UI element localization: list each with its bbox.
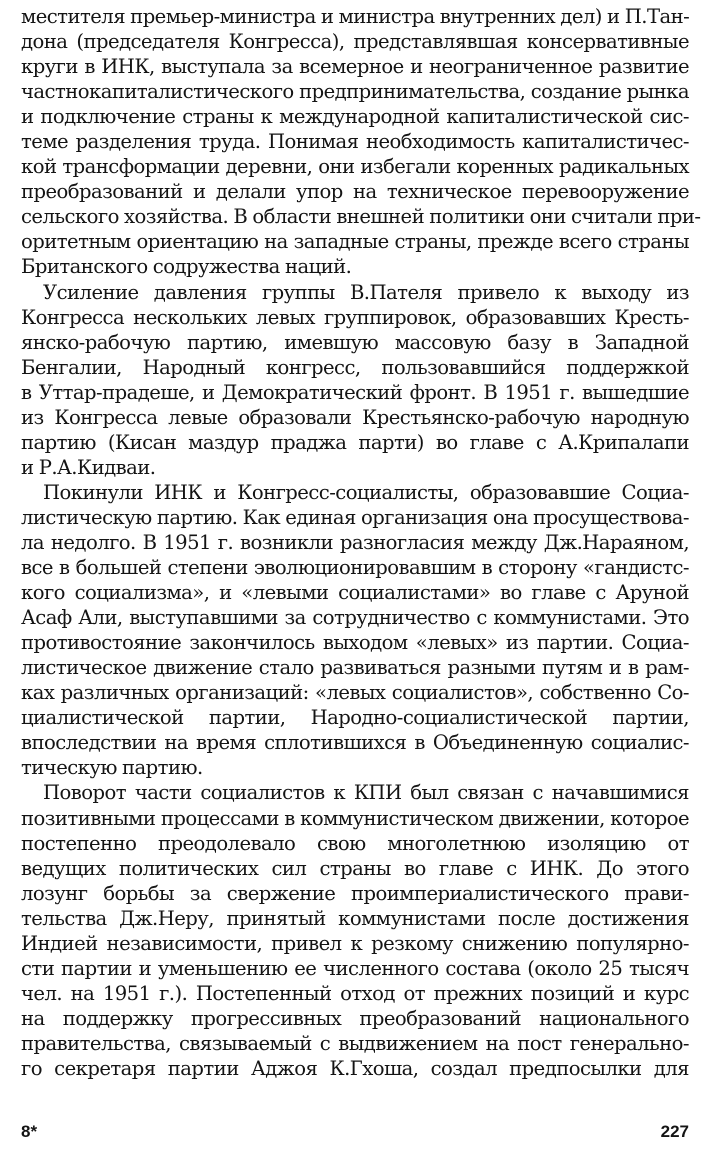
text-line: позитивными процессами в коммунистическом движении, которое: [21, 806, 689, 830]
text-line: теме разделения труда. Понимая необходимость капиталистичес-: [21, 130, 689, 154]
text-line: из Конгресса левые образовали Крестьянско-рабочую народную: [21, 405, 689, 429]
text-line: кого социализма», и «левыми социалистами» во главе с Аруной: [21, 581, 689, 605]
page-body: [21, 4, 701, 1081]
text-line: и подключение страны к международной капиталистической сис-: [21, 105, 689, 129]
text-line: листическое движение стало развиваться разными путям и в рам-: [21, 656, 689, 680]
text-line: преобразований и делали упор на техническое перевооружение: [21, 180, 689, 204]
text-line: тельства Дж.Неру, принятый коммунистами после достижения: [21, 906, 689, 930]
text-line: Поворот части социалистов к КПИ был связан с начавшимися: [43, 781, 689, 805]
text-line: постепенно преодолевало свою многолетнюю изоляцию от: [21, 831, 689, 855]
paragraph-4: [21, 780, 689, 1081]
page-number: 227: [660, 1122, 689, 1141]
text-line: кой трансформации деревни, они избегали коренных радикальных: [21, 155, 689, 179]
text-line: в Уттар-прадеше, и Демократический фронт. В 1951 г. вышедшие: [21, 380, 689, 404]
text-line: Асаф Али, выступавшими за сотрудничество с коммунистами. Это: [21, 606, 689, 630]
text-line: ведущих политических сил страны во главе с ИНК. До этого: [21, 856, 689, 880]
text-line: циалистической партии, Народно-социалистической партии,: [21, 706, 689, 730]
text-line: тическую партию.: [21, 756, 203, 780]
text-line: сельского хозяйства. В области внешней политики они считали при-: [21, 205, 701, 229]
text-line: местителя премьер-министра и министра внутренних дел) и П.Тан-: [21, 5, 690, 28]
text-line: ла недолго. В 1951 г. возникли разногласия между Дж.Нараяном,: [21, 530, 689, 554]
text-line: го секретаря партии Аджоя К.Гхоша, создал предпосылки для: [21, 1056, 689, 1080]
page-footer: [21, 1122, 689, 1144]
text-line: круги в ИНК, выступала за всемерное и неограниченное развитие: [21, 55, 689, 79]
text-line: Индией независимости, привел к резкому снижению популярно-: [21, 931, 689, 955]
text-line: противостояние закончилось выходом «левых» из партии. Социа-: [21, 631, 689, 655]
text-line: дона (председателя Конгресса), представлявшая консервативные: [21, 30, 689, 54]
text-line: впоследствии на время сплотившихся в Объединенную социалис-: [21, 731, 689, 755]
text-line: Бенгалии, Народный конгресс, пользовавшийся поддержкой: [21, 355, 689, 379]
text-line: Британского содружества наций.: [21, 255, 352, 279]
text-line: Покинули ИНК и Конгресс-социалисты, образовавшие Социа-: [43, 480, 689, 504]
text-line: Усиление давления группы В.Пателя привело к выходу из: [43, 280, 689, 304]
text-line: янско-рабочую партию, имевшую массовую базу в Западной: [21, 330, 689, 354]
text-line: на поддержку прогрессивных преобразований национального: [21, 1006, 689, 1030]
text-line: частнокапиталистического предпринимательства, создание рынка: [21, 80, 689, 104]
text-line: лозунг борьбы за свержение проимпериалистического прави-: [21, 881, 689, 905]
paragraph-2: [21, 280, 689, 480]
paragraph-3: [21, 480, 689, 781]
text-line: партию (Кисан маздур праджа парти) во главе с А.Крипалапи: [21, 430, 689, 454]
text-line: и Р.А.Кидваи.: [21, 455, 156, 479]
text-line: оритетным ориентацию на западные страны, прежде всего страны: [21, 230, 689, 254]
text-line: сти партии и уменьшению ее численного состава (около 25 тысяч: [21, 956, 689, 980]
text-line: Конгресса нескольких левых группировок, образовавших Кресть-: [21, 305, 689, 329]
paragraph-1: [21, 4, 701, 280]
signature-mark: 8*: [21, 1122, 38, 1141]
text-line: все в большей степени эволюционировавшим в сторону «гандистс-: [21, 556, 689, 580]
text-line: правительства, связываемый с выдвижением на пост генерально-: [21, 1031, 689, 1055]
text-line: листическую партию. Как единая организация она просуществова-: [21, 505, 689, 529]
text-line: ках различных организаций: «левых социалистов», собственно Со-: [21, 681, 689, 705]
text-line: чел. на 1951 г.). Постепенный отход от прежних позиций и курс: [21, 981, 689, 1005]
